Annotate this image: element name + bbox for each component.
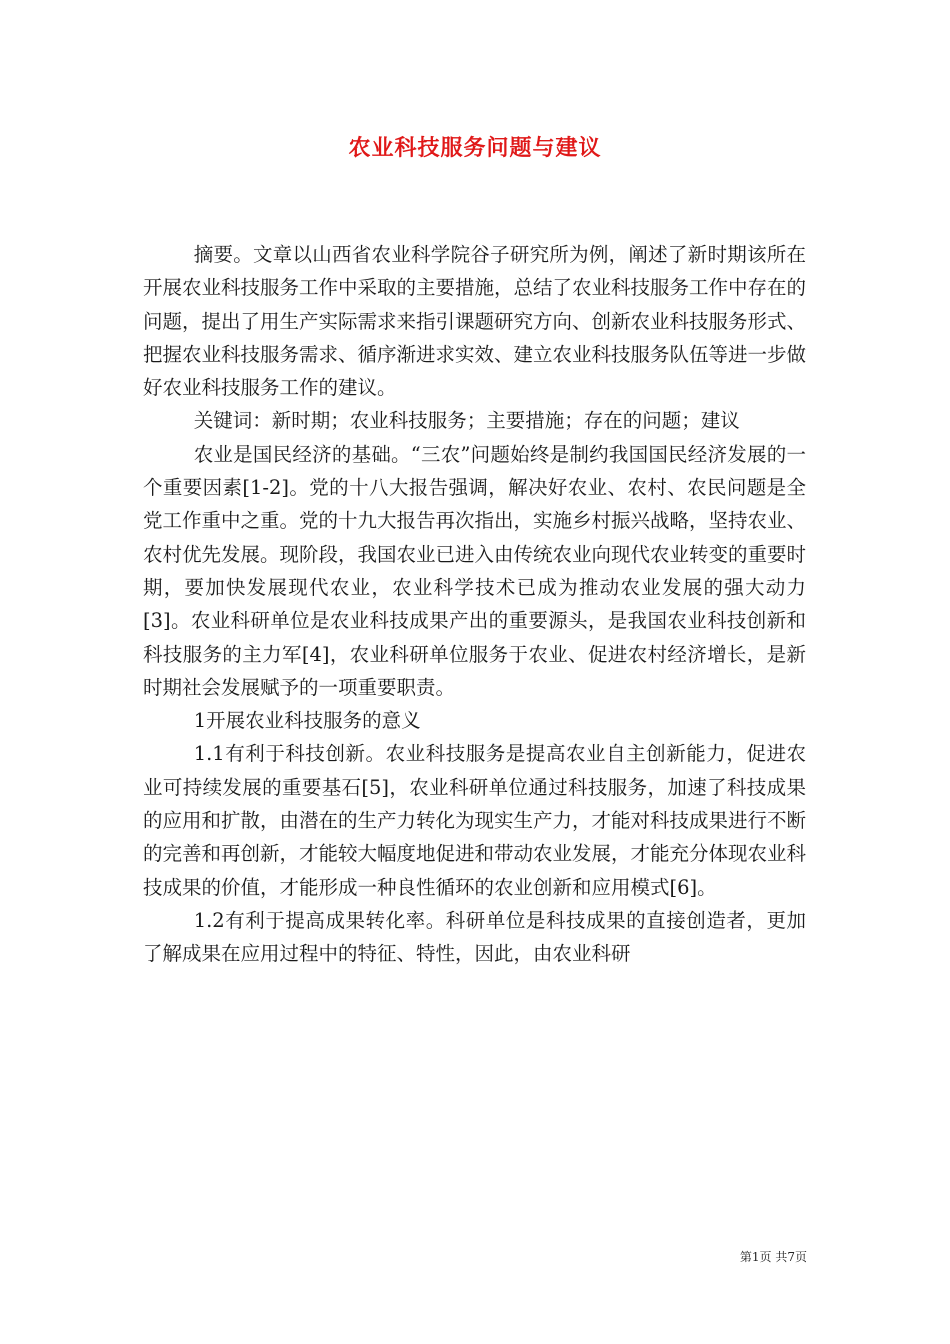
- abstract-paragraph: 摘要。文章以山西省农业科学院谷子研究所为例，阐述了新时期该所在开展农业科技服务工作中采取的主要措施，总结了农业科技服务工作中存在的问题，提出了用生产实际需求来指引课题研究方向、创新农业科技服务形式、把握农业科技服务需求、循序渐进求实效、建立农业科技服务队伍等进一步做好农业科技服务工作的建议。: [143, 243, 807, 400]
- document-title: 农业科技服务问题与建议: [348, 135, 602, 161]
- keywords-paragraph: 关键词：新时期；农业科技服务；主要措施；存在的问题；建议: [193, 409, 740, 433]
- intro-paragraph: 农业是国民经济的基础。“三农”问题始终是制约我国国民经济发展的一个重要因素[1-2]。党的十八大报告强调，解决好农业、农村、农民问题是全党工作重中之重。党的十九大报告再次指出，实施乡村振兴战略，坚持农业、农村优先发展。现阶段，我国农业已进入由传统农业向现代农业转变的重要时期，要加快发展现代农业，农业科学技术已成为推动农业发展的强大动力[3]。农业科研单位是农业科技成果产出的重要源头，是我国农业科技创新和科技服务的主力军[4]，农业科研单位服务于农业、促进农村经济增长，是新时期社会发展赋予的一项重要职责。: [143, 442, 807, 699]
- subsection-paragraph: 1.2有利于提高成果转化率。科研单位是科技成果的直接创造者，更加了解成果在应用过程中的特征、特性，因此，由农业科研: [143, 908, 806, 966]
- document-body: [143, 238, 806, 971]
- section-heading: 1开展农业科技服务的意义: [193, 709, 421, 733]
- subsection-paragraph: 1.1有利于科技创新。农业科技服务是提高农业自主创新能力，促进农业可持续发展的重要基石[5]，农业科研单位通过科技服务，加速了科技成果的应用和扩散，由潜在的生产力转化为现实生产力，才能对科技成果进行不断的完善和再创新，才能较大幅度地促进和带动农业发展，才能充分体现农业科技成果的价值，才能形成一种良性循环的农业创新和应用模式[6]。: [143, 742, 807, 899]
- page-number: 第1页 共7页: [739, 1250, 807, 1264]
